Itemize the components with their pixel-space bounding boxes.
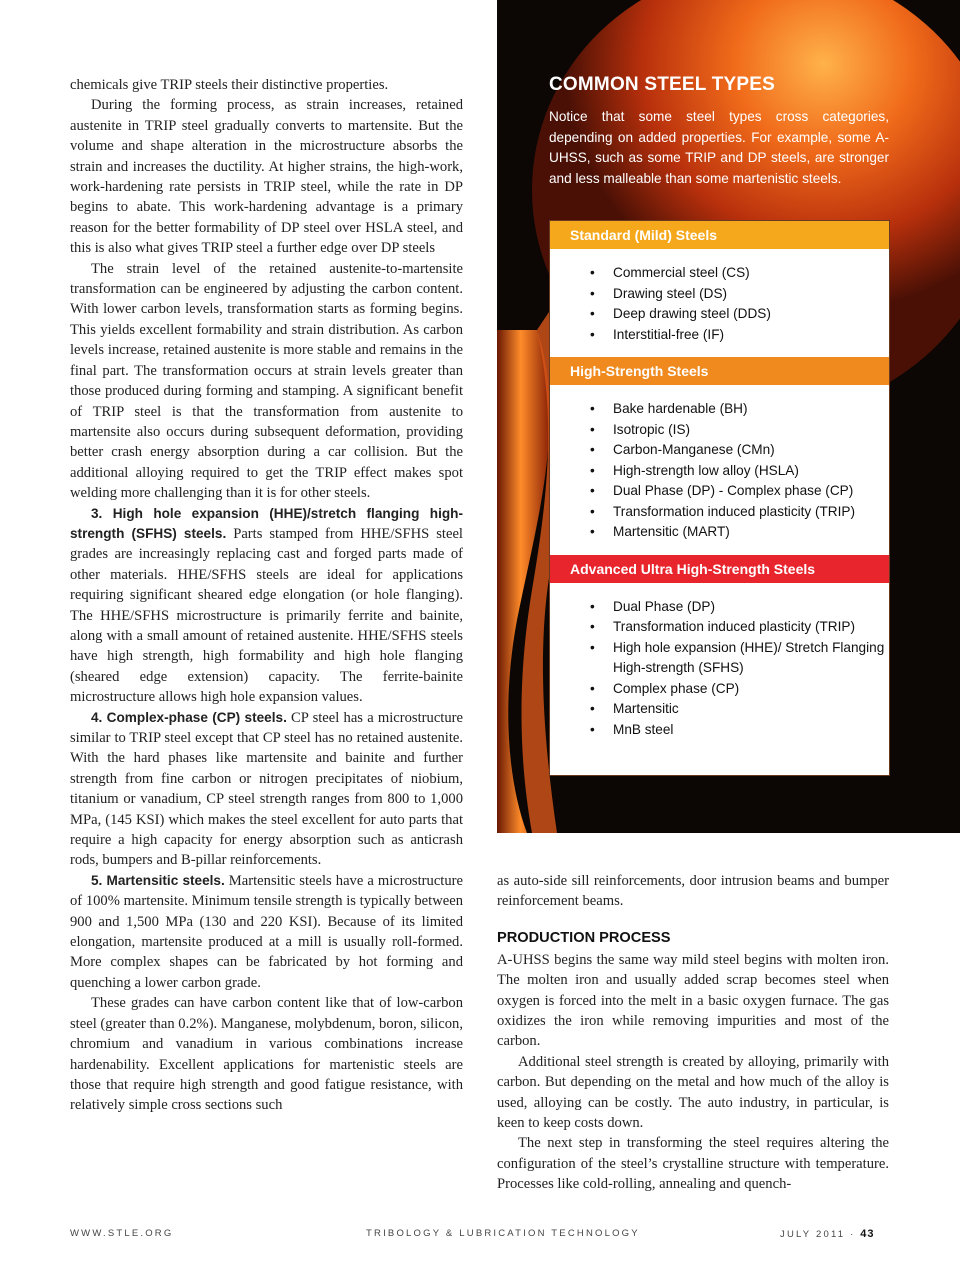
footer-magazine: TRIBOLOGY & LUBRICATION TECHNOLOGY — [366, 1228, 640, 1239]
category-heading: High-Strength Steels — [550, 357, 889, 385]
left-column — [70, 75, 463, 1116]
list-item: • Dual Phase (DP) - Complex phase (CP) — [550, 481, 889, 502]
right-column — [497, 871, 889, 1195]
body-paragraph: Additional steel strength is created by alloying, primarily with carbon. But depending on the metal and how much of the alloy is used, alloying can be costly. The auto industry, in particular, is keen to keep costs down. — [497, 1053, 889, 1132]
footer-website: WWW.STLE.ORG — [70, 1228, 174, 1239]
footer-separator: · — [850, 1229, 856, 1240]
list-item: • Martensitic — [550, 699, 889, 720]
category-heading: Standard (Mild) Steels — [550, 221, 889, 249]
list-item: • Deep drawing steel (DDS) — [550, 304, 889, 325]
list-item: • Complex phase (CP) — [550, 679, 889, 700]
list-item: • Bake hardenable (BH) — [550, 399, 889, 420]
sidebar-title: COMMON STEEL TYPES — [549, 74, 775, 95]
page-number: 43 — [860, 1228, 875, 1240]
body-paragraph — [70, 708, 463, 871]
body-paragraph: The next step in transforming the steel requires altering the configuration of the steel’s crystalline structure with temperature. Processes like cold-rolling, annealing and quench- — [497, 1135, 889, 1193]
paragraph-text: CP steel has a microstructure similar to TRIP steel except that CP steel has no retained austenite. With the hard phases like martensite and bainite and further strength from fine carbon or nitrogen precipitates of niobium, titanium or vanadium, CP steel strength ranges from 800 to 1,000 MPa, (145 KSI) which makes the steel excellent for auto parts that require a high capacity for energy absorption such as anticrash rods, bumpers and B-pillar reinforcements. — [70, 709, 463, 869]
body-paragraph: chemicals give TRIP steels their distinctive properties. — [70, 77, 389, 93]
body-paragraph: The strain level of the retained austenite-to-martensite transformation can be engineered by adjusting the carbon content. With lower carbon levels, transformation starts as forming begins. This yields excellent formability and strain distribution. As carbon levels increase, retained austenite is more stable and remains in the final part. The transformation occurs at strain levels greater than those produced during forming and stamping. A significant benefit of TRIP steel is that the transformation from austenite to martensite also occurs during subsequent deformation, providing better crash energy absorption during a car collision. But the additional alloying required to get the TRIP effect makes spot welding more challenging than it is for other steels. — [70, 260, 463, 502]
runin-heading: 5. Martensitic steels. — [91, 872, 225, 888]
body-paragraph: These grades can have carbon content like that of low-carbon steel (greater than 0.2%). Manganese, molybdenum, boron, silicon, chromium and vanadium in various combinations increase hardenability. Excellent applications for martenistic steels are those that require high strength and good fatigue resistance, with relatively simple cross sections such — [70, 995, 463, 1114]
category-heading: Advanced Ultra High-Strength Steels — [550, 555, 889, 583]
footer-date-page — [780, 1228, 875, 1240]
list-item: • Interstitial-free (IF) — [550, 325, 889, 346]
list-item: • High hole expansion (HHE)/ Stretch Flanging High-strength (SFHS) — [550, 638, 889, 679]
steel-types-box — [549, 220, 890, 776]
category-list — [550, 583, 889, 753]
paragraph-text: Parts stamped from HHE/SFHS steel grades are increasingly replacing cast and forged parts made of other materials. HHE/SFHS steels are ideal for applications requiring significant sheared edge elongation (or hole flanging). The HHE/SFHS microstructure is primarily ferrite and bainite, along with a small amount of retained austenite. HHE/SFHS steels have high strength, high formability and high hole flanging (sheared edge extension) capacity. The ferrite-bainite microstructure allows high hole expansion values. — [70, 525, 463, 706]
body-paragraph: A-UHSS begins the same way mild steel begins with molten iron. The molten iron and usually added scrap becomes steel when oxygen is forced into the melt in a basic oxygen furnace. The gas oxidizes the iron while removing impurities and most of the carbon. — [497, 951, 889, 1050]
list-item: • Martensitic (MART) — [550, 522, 889, 543]
category-list — [550, 385, 889, 555]
list-item: • Drawing steel (DS) — [550, 284, 889, 305]
body-paragraph: as auto-side sill reinforcements, door intrusion beams and bumper reinforcement beams. — [497, 873, 889, 910]
list-item: • Transformation induced plasticity (TRIP) — [550, 617, 889, 638]
body-paragraph — [70, 871, 463, 993]
runin-heading: 4. Complex-phase (CP) steels. — [91, 709, 287, 725]
list-item: • High-strength low alloy (HSLA) — [550, 461, 889, 482]
list-item: • Dual Phase (DP) — [550, 597, 889, 618]
list-item: • Isotropic (IS) — [550, 420, 889, 441]
body-paragraph: During the forming process, as strain increases, retained austenite in TRIP steel gradually converts to martensite. But the volume and shape alteration in the microstructure absorbs the strain and increases the ductility. At higher strains, the high-work, work-hardening rate persists in TRIP steel, while the rate in DP begins to abate. This work-hardening advantage is a primary reason for the better formability of DP steel over HSLA steel, and this is also what gives TRIP steel a further edge over DP steels — [70, 97, 463, 257]
section-heading: PRODUCTION PROCESS — [497, 929, 671, 946]
list-item: • Transformation induced plasticity (TRIP) — [550, 502, 889, 523]
body-paragraph — [70, 504, 463, 708]
sidebar-intro: Notice that some steel types cross categories, depending on added properties. For example, some A-UHSS, such as some TRIP and DP steels, are stronger and less malleable than some martenistic steels. — [549, 109, 889, 186]
footer-date: JULY 2011 — [780, 1229, 846, 1240]
list-item: • Commercial steel (CS) — [550, 263, 889, 284]
list-item: • MnB steel — [550, 720, 889, 741]
runin-heading: 3. High hole expansion (HHE)/stretch flanging high-strength (SFHS) steels. — [70, 505, 463, 541]
paragraph-text: Martensitic steels have a microstructure of 100% martensite. Minimum tensile strength is typically between 900 and 1,500 MPa (130 and 220 KSI). Because of its limited elongation, martensite produced at a mill is usually roll-formed. More complex shapes can be fabricated by hot forming and quenching a lower carbon grade. — [70, 872, 463, 991]
list-item: • Carbon-Manganese (CMn) — [550, 440, 889, 461]
category-list — [550, 249, 889, 357]
